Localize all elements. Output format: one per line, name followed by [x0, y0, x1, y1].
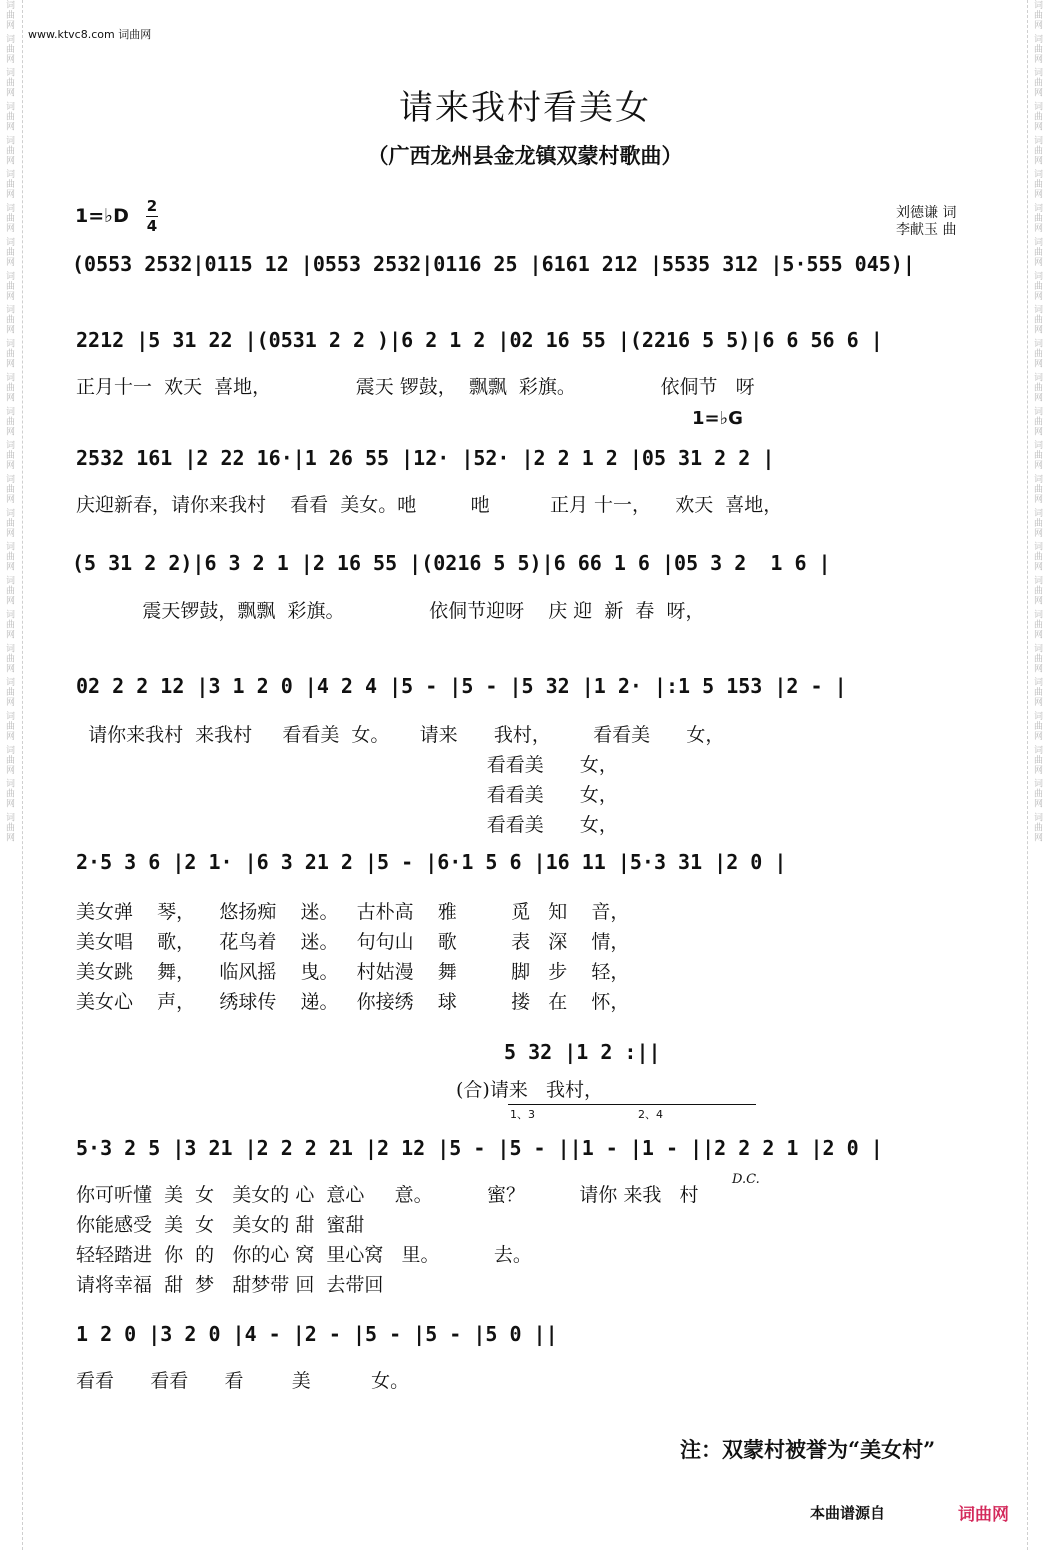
- left-watermark-text: 词曲网 词曲网 词曲网 词曲网 词曲网 词曲网 词曲网 词曲网 词曲网 词曲网 词曲网 词曲网 词曲网 词曲网 词曲网 词曲网 词曲网 词曲网 词曲网 词曲网 词曲网 词曲网 词曲网 词曲网 词曲网: [4, 0, 14, 843]
- lyrics-row-6-line-1: 美女弹 琴， 悠扬痴 迷。 古朴高 雅 觅 知 音，: [76, 901, 630, 923]
- time-signature-top: 2: [146, 197, 158, 215]
- lyrics-row-7-line-1: (合)请来 我村，: [456, 1079, 603, 1101]
- key-signature: 1=♭D: [75, 205, 129, 227]
- lyrics-row-5-line-4: 看看美 女，: [76, 814, 618, 836]
- time-signature-bottom: 4: [146, 217, 158, 235]
- volta-2-label: 2、4: [638, 1108, 663, 1121]
- right-watermark-strip: [1027, 0, 1050, 1550]
- lyrics-row-8-line-2: 你能感受 美 女 美女的 甜 蜜甜: [76, 1214, 365, 1236]
- left-watermark-strip: [0, 0, 23, 1550]
- notation-row-4: (5 31 2 2)|6 3 2 1 |2 16 55 |(0216 5 5)|6 66 1 6 |05 3 2 1 6 |: [72, 551, 831, 575]
- lyrics-row-4-line-1: 震天锣鼓，飘飘 彩旗。 依侗节迎呀 庆 迎 新 春 呀，: [76, 600, 705, 622]
- notation-row-2: 2212 |5 31 22 |(0531 2 2 )|6 2 1 2 |02 16 55 |(2216 5 5)|6 6 56 6 |: [76, 328, 883, 352]
- site-url: www.ktvc8.com 词曲网: [28, 28, 152, 41]
- volta-bracket: [508, 1104, 756, 1105]
- song-subtitle: （广西龙州县金龙镇双蒙村歌曲）: [367, 143, 683, 168]
- right-watermark-text: 词曲网 词曲网 词曲网 词曲网 词曲网 词曲网 词曲网 词曲网 词曲网 词曲网 词曲网 词曲网 词曲网 词曲网 词曲网 词曲网 词曲网 词曲网 词曲网 词曲网 词曲网 词曲网 词曲网 词曲网 词曲网: [1032, 0, 1042, 843]
- lyrics-row-6-line-2: 美女唱 歌， 花鸟着 迷。 句句山 歌 表 深 情，: [76, 931, 630, 953]
- lyrics-row-5-line-2: 看看美 女，: [76, 754, 618, 776]
- notation-row-3: 2532 161 |2 22 16·|1 26 55 |12· |52· |2 2 1 2 |05 31 2 2 |: [76, 446, 775, 470]
- composer: 李献玉 曲: [896, 222, 957, 238]
- lyrics-row-6-line-3: 美女跳 舞， 临风摇 曳。 村姑漫 舞 脚 步 轻，: [76, 961, 630, 983]
- source-site-link[interactable]: 词曲网: [958, 1505, 1009, 1525]
- notation-row-9: 1 2 0 |3 2 0 |4 - |2 - |5 - |5 - |5 0 ||: [76, 1322, 558, 1346]
- lyrics-row-5-line-1: 请你来我村 来我村 看看美 女。 请来 我村， 看看美 女，: [76, 724, 725, 746]
- lyrics-row-8-line-1: 你可听懂 美 女 美女的 心 意心 意。 蜜？ 请你 来我 村: [76, 1184, 699, 1206]
- notation-row-1: (0553 2532|0115 12 |0553 2532|0116 25 |6161 212 |5535 312 |5·555 045)|: [72, 252, 915, 276]
- lyricist: 刘德谦 词: [896, 205, 957, 221]
- notation-row-7: 5 32 |1 2 :||: [504, 1040, 661, 1064]
- lyrics-row-8-line-4: 请将幸福 甜 梦 甜梦带 回 去带回: [76, 1274, 384, 1296]
- lyrics-row-3-line-1: 庆迎新春，请你来我村 看看 美女。吔 吔 正月 十一， 欢天 喜地，: [76, 494, 783, 516]
- source-label: 本曲谱源自: [810, 1504, 886, 1522]
- song-title: 请来我村看美女: [399, 88, 651, 128]
- key-change: 1=♭G: [692, 408, 743, 429]
- footnote: 注：双蒙村被誉为“美女村”: [680, 1437, 936, 1462]
- lyrics-row-5-line-3: 看看美 女，: [76, 784, 618, 806]
- notation-row-8: 5·3 2 5 |3 21 |2 2 2 21 |2 12 |5 - |5 - ||1 - |1 - ||2 2 2 1 |2 0 |: [76, 1136, 883, 1160]
- volta-1-label: 1、3: [510, 1108, 535, 1121]
- time-signature: [146, 198, 158, 235]
- notation-row-6: 2·5 3 6 |2 1· |6 3 21 2 |5 - |6·1 5 6 |16 11 |5·3 31 |2 0 |: [76, 850, 787, 874]
- lyrics-row-2-line-1: 正月十一 欢天 喜地， 震天 锣鼓， 飘飘 彩旗。 依侗节 呀: [76, 376, 755, 398]
- lyrics-row-8-line-3: 轻轻踏进 你 的 你的心 窝 里心窝 里。 去。: [76, 1244, 532, 1266]
- lyrics-row-9-line-1: 看看 看看 看 美 女。: [76, 1370, 410, 1392]
- dc-mark: D.C.: [732, 1172, 760, 1187]
- notation-row-5: 02 2 2 12 |3 1 2 0 |4 2 4 |5 - |5 - |5 32 |1 2· |:1 5 153 |2 - |: [76, 674, 847, 698]
- lyrics-row-6-line-4: 美女心 声， 绣球传 递。 你接绣 球 搂 在 怀，: [76, 991, 630, 1013]
